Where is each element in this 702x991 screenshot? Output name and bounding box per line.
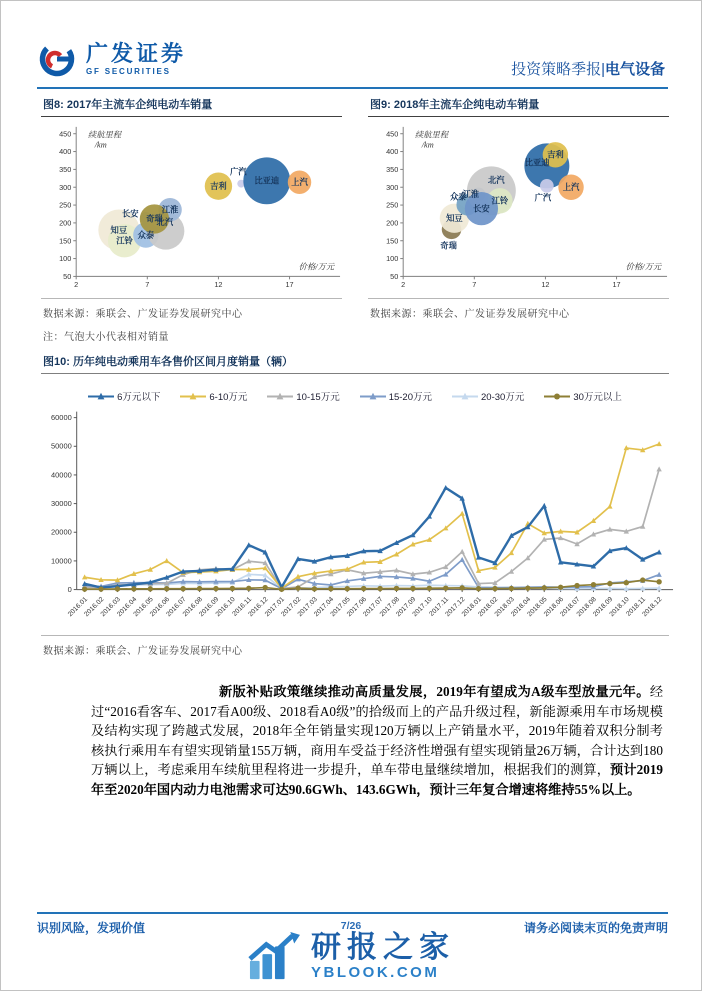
bubble-label-比亚迪: 比亚迪 bbox=[524, 158, 550, 168]
bubble-label-长安: 长安 bbox=[473, 204, 490, 214]
svg-text:7: 7 bbox=[472, 280, 477, 290]
svg-text:300: 300 bbox=[386, 182, 399, 192]
body-paragraph bbox=[91, 682, 663, 799]
footer-rule bbox=[37, 912, 668, 914]
legend-label: 6万元以下 bbox=[117, 392, 161, 403]
svg-text:2017.05: 2017.05 bbox=[329, 595, 352, 619]
figure-9-bubble-chart bbox=[368, 120, 669, 296]
figure-8-panel bbox=[41, 93, 342, 343]
svg-text:续航里程: 续航里程 bbox=[87, 130, 122, 140]
svg-text:10000: 10000 bbox=[51, 556, 72, 566]
svg-text:50: 50 bbox=[390, 271, 399, 281]
figure-10-line-chart bbox=[27, 405, 679, 633]
bubble-label-奇瑞: 奇瑞 bbox=[146, 214, 163, 224]
figure-10-title: 图10: 历年纯电动乘用车各售价区间月度销量（辆） bbox=[41, 350, 669, 374]
brand-name-cn: 广发证券 bbox=[86, 40, 187, 66]
svg-text:200: 200 bbox=[386, 218, 399, 228]
figure-9-source: 数据来源：乘联会、广发证券发展研究中心 bbox=[368, 298, 669, 320]
svg-text:2018.11: 2018.11 bbox=[625, 595, 648, 618]
watermark bbox=[1, 932, 701, 982]
paragraph-lead-bold: 新版补贴政策继续推动高质量发展，2019年有望成为A级车型放量元年。 bbox=[219, 684, 650, 700]
svg-text:/km: /km bbox=[421, 140, 434, 150]
footer-slogan: 识别风险，发现价值 bbox=[37, 921, 146, 935]
legend-label: 15-20万元 bbox=[388, 392, 433, 403]
svg-text:300: 300 bbox=[59, 182, 72, 192]
svg-text:250: 250 bbox=[59, 200, 72, 210]
svg-text:2017.03: 2017.03 bbox=[296, 595, 319, 619]
svg-text:250: 250 bbox=[386, 200, 399, 210]
figure-8-bubble-chart bbox=[41, 120, 342, 296]
bubble-label-上汽: 上汽 bbox=[562, 182, 580, 192]
watermark-chart-icon bbox=[247, 932, 301, 982]
svg-text:40000: 40000 bbox=[51, 470, 72, 480]
svg-text:2017.10: 2017.10 bbox=[411, 595, 434, 619]
svg-text:/km: /km bbox=[94, 140, 107, 150]
svg-text:2018.02: 2018.02 bbox=[477, 595, 500, 619]
svg-text:2018.07: 2018.07 bbox=[559, 595, 582, 619]
figure-8-note: 注：气泡大小代表相对销量 bbox=[43, 332, 169, 343]
svg-text:350: 350 bbox=[59, 164, 72, 174]
legend-item-20-30万元 bbox=[452, 389, 524, 403]
svg-text:2016.10: 2016.10 bbox=[214, 595, 237, 619]
figure-9-panel bbox=[368, 93, 669, 343]
svg-text:价格/万元: 价格/万元 bbox=[625, 262, 662, 272]
bubble-label-北汽: 北汽 bbox=[156, 218, 174, 228]
bubble-label-江淮: 江淮 bbox=[161, 205, 179, 215]
figure-9-title: 图9: 2018年主流车企纯电动车销量 bbox=[368, 93, 669, 117]
svg-text:7: 7 bbox=[145, 280, 150, 290]
svg-text:2018.05: 2018.05 bbox=[526, 595, 549, 619]
legend-marker-icon bbox=[180, 392, 206, 401]
svg-text:2017.04: 2017.04 bbox=[313, 595, 336, 619]
svg-text:2017.09: 2017.09 bbox=[395, 595, 418, 619]
bubble-label-北汽: 北汽 bbox=[487, 175, 505, 185]
bubble-label-知豆: 知豆 bbox=[446, 214, 463, 224]
bubble-label-江铃: 江铃 bbox=[116, 236, 133, 246]
bubble-figures-row bbox=[41, 93, 669, 343]
svg-text:60000: 60000 bbox=[51, 413, 72, 423]
series-line-10-15万元 bbox=[85, 469, 659, 588]
svg-text:2018.10: 2018.10 bbox=[608, 595, 631, 619]
svg-text:350: 350 bbox=[386, 164, 399, 174]
svg-text:2018.06: 2018.06 bbox=[542, 595, 566, 619]
header-divider: | bbox=[601, 61, 605, 78]
svg-text:2018.12: 2018.12 bbox=[641, 595, 664, 619]
bubble-label-广汽: 广汽 bbox=[229, 167, 247, 177]
svg-text:400: 400 bbox=[59, 147, 72, 157]
header-rule bbox=[37, 87, 668, 89]
legend-label: 10-15万元 bbox=[296, 392, 340, 403]
svg-text:100: 100 bbox=[386, 254, 399, 264]
paragraph-tail-bold: 预计2019年至2020年国内动力电池需求可达90.6GWh、143.6GWh，预计三年复合增速将维持55%以上。 bbox=[91, 762, 664, 797]
svg-text:17: 17 bbox=[612, 280, 621, 290]
figure-8-title: 图8: 2017年主流车企纯电动车销量 bbox=[41, 93, 342, 117]
svg-text:2017.11: 2017.11 bbox=[428, 595, 451, 618]
bubble-label-广汽: 广汽 bbox=[534, 193, 552, 203]
brand-text bbox=[86, 40, 187, 76]
svg-text:50: 50 bbox=[63, 271, 72, 281]
svg-text:2016.01: 2016.01 bbox=[66, 595, 90, 619]
svg-text:150: 150 bbox=[386, 236, 399, 246]
svg-text:2016.04: 2016.04 bbox=[116, 595, 139, 619]
brand-name-en: GF SECURITIES bbox=[86, 66, 171, 76]
figure-10-source: 数据来源：乘联会、广发证券发展研究中心 bbox=[41, 635, 669, 657]
svg-text:2017.08: 2017.08 bbox=[378, 595, 401, 619]
legend-item-10-15万元 bbox=[267, 389, 339, 403]
legend-marker-icon bbox=[360, 392, 386, 401]
svg-text:450: 450 bbox=[59, 129, 72, 139]
report-category bbox=[511, 58, 665, 79]
svg-text:2016.07: 2016.07 bbox=[165, 595, 188, 619]
svg-text:2016.11: 2016.11 bbox=[231, 595, 254, 618]
bubble-label-上汽: 上汽 bbox=[291, 177, 308, 187]
bubble-label-知豆: 知豆 bbox=[110, 225, 128, 235]
svg-text:17: 17 bbox=[285, 280, 294, 290]
gf-securities-logo bbox=[37, 39, 186, 79]
svg-text:2018.08: 2018.08 bbox=[575, 595, 598, 619]
bubble-label-众泰: 众泰 bbox=[137, 230, 155, 240]
bubble-label-吉利: 吉利 bbox=[547, 150, 564, 160]
bubble-广汽 bbox=[540, 179, 554, 193]
svg-text:2018.04: 2018.04 bbox=[510, 595, 533, 619]
bubble-label-奇瑞: 奇瑞 bbox=[440, 241, 457, 251]
series-line-6-10万元 bbox=[85, 444, 659, 588]
svg-text:450: 450 bbox=[386, 129, 399, 139]
svg-text:12: 12 bbox=[214, 280, 223, 290]
legend-marker-icon bbox=[544, 392, 570, 401]
legend-item-15-20万元 bbox=[360, 389, 432, 403]
svg-text:12: 12 bbox=[541, 280, 550, 290]
svg-text:0: 0 bbox=[67, 584, 72, 594]
legend-marker-icon bbox=[88, 392, 114, 401]
page-number: 7/26 bbox=[340, 920, 362, 932]
bubble-label-众泰: 众泰 bbox=[450, 192, 467, 202]
svg-text:2016.09: 2016.09 bbox=[198, 595, 221, 619]
bubble-label-吉利: 吉利 bbox=[210, 181, 227, 191]
legend-item-6万元以下 bbox=[88, 389, 160, 403]
svg-text:20000: 20000 bbox=[51, 527, 72, 537]
figure-8-source: 数据来源：乘联会、广发证券发展研究中心 bbox=[41, 298, 342, 320]
svg-text:2018.03: 2018.03 bbox=[493, 595, 516, 619]
gf-logo-icon bbox=[37, 39, 77, 79]
svg-text:150: 150 bbox=[59, 236, 72, 246]
svg-text:2018.09: 2018.09 bbox=[592, 595, 615, 619]
watermark-name: 研报之家 bbox=[311, 931, 455, 964]
bubble-label-长安: 长安 bbox=[121, 209, 139, 219]
legend-label: 30万元以上 bbox=[573, 392, 622, 403]
svg-text:30000: 30000 bbox=[51, 498, 72, 508]
report-type-label: 投资策略季报 bbox=[511, 61, 602, 78]
svg-text:2016.05: 2016.05 bbox=[132, 595, 155, 619]
svg-text:2016.03: 2016.03 bbox=[99, 595, 122, 619]
svg-text:价格/万元: 价格/万元 bbox=[298, 262, 335, 272]
bubble-label-江淮: 江淮 bbox=[462, 190, 480, 200]
legend-label: 20-30万元 bbox=[481, 392, 525, 403]
figure-10-legend bbox=[41, 389, 669, 403]
svg-text:2016.12: 2016.12 bbox=[247, 595, 270, 619]
sector-label: 电气设备 bbox=[604, 61, 665, 78]
svg-text:2: 2 bbox=[401, 280, 406, 290]
svg-text:200: 200 bbox=[59, 218, 72, 228]
svg-text:100: 100 bbox=[59, 254, 72, 264]
svg-text:2017.12: 2017.12 bbox=[444, 595, 467, 619]
figure-10-panel bbox=[41, 350, 669, 657]
legend-label: 6-10万元 bbox=[209, 392, 248, 403]
svg-text:2017.02: 2017.02 bbox=[280, 595, 303, 619]
paragraph-body: 经过“2016看客车、2017看A00级、2018看A0级”的拾级而上的产品升级过程，新能源乘用车市场规模及结构实现了跨越式发展，2018年全年销量实现120万辆以上产销量水平，2019年随着双积分制考核执行乘用车有望实现销量155万辆，商用车受益于经济性增强有望实现销量26万辆，合计达到180万辆以上，考虑乘用车续航里程将进一步提升，单车带电量继续增加，根据我们的测算， bbox=[91, 684, 663, 778]
svg-text:2016.08: 2016.08 bbox=[181, 595, 204, 619]
legend-marker-icon bbox=[267, 392, 293, 401]
svg-text:2017.06: 2017.06 bbox=[345, 595, 369, 619]
legend-item-30万元以上 bbox=[544, 389, 622, 403]
svg-text:50000: 50000 bbox=[51, 441, 72, 451]
bubble-label-江铃: 江铃 bbox=[491, 196, 509, 206]
svg-text:400: 400 bbox=[386, 147, 399, 157]
watermark-url: YBLOOK.COM bbox=[311, 964, 440, 981]
svg-text:2: 2 bbox=[74, 280, 79, 290]
bubble-label-比亚迪: 比亚迪 bbox=[254, 176, 280, 186]
footer-disclaimer: 请务必阅读末页的免责声明 bbox=[523, 921, 668, 935]
watermark-text bbox=[311, 933, 455, 981]
svg-text:2017.07: 2017.07 bbox=[362, 595, 385, 619]
legend-item-6-10万元 bbox=[180, 389, 247, 403]
svg-text:续航里程: 续航里程 bbox=[414, 130, 449, 140]
svg-text:2017.01: 2017.01 bbox=[263, 595, 287, 619]
svg-text:2018.01: 2018.01 bbox=[460, 595, 483, 619]
svg-text:2016.06: 2016.06 bbox=[148, 595, 172, 619]
legend-marker-icon bbox=[452, 392, 478, 401]
svg-text:2016.02: 2016.02 bbox=[83, 595, 106, 619]
